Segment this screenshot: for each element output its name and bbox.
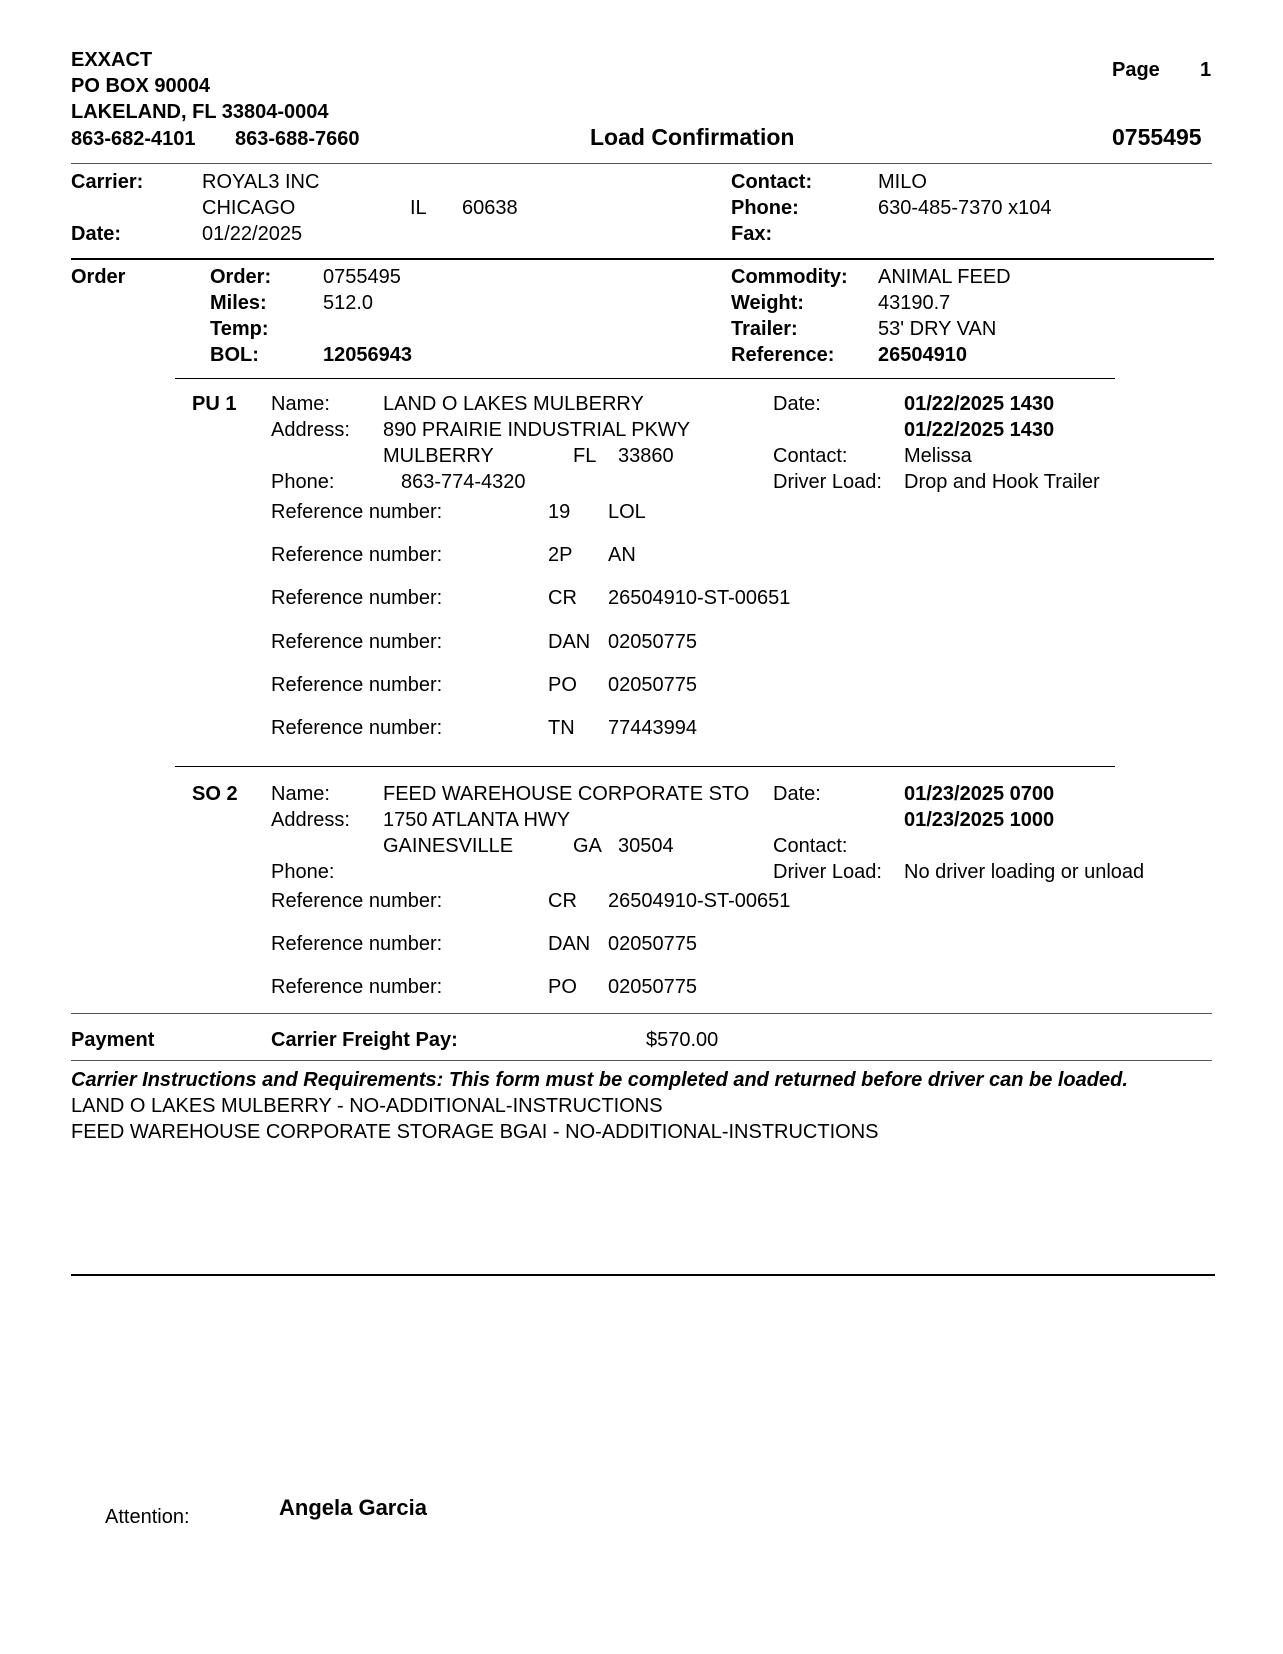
- stop-address-label: Address:: [271, 809, 350, 831]
- order-trailer: 53' DRY VAN: [878, 318, 997, 340]
- reference-value: AN: [608, 544, 636, 566]
- company-address-line1: PO BOX 90004: [71, 75, 210, 97]
- reference-value: 02050775: [608, 976, 697, 998]
- reference-code: TN: [548, 717, 575, 739]
- carrier-date: 01/22/2025: [202, 223, 303, 245]
- carrier-name: ROYAL3 INC: [202, 171, 320, 193]
- weight-label: Weight:: [731, 292, 804, 314]
- company-phone-2: 863-688-7660: [235, 128, 360, 150]
- reference-value: LOL: [608, 501, 646, 523]
- reference-value: 02050775: [608, 933, 697, 955]
- pu1-contact: Melissa: [904, 445, 972, 467]
- pu1-date-2: 01/22/2025 1430: [904, 419, 1055, 441]
- trailer-label: Trailer:: [731, 318, 798, 340]
- order-miles: 512.0: [323, 292, 374, 314]
- reference-value: 02050775: [608, 674, 697, 696]
- pu1-date-1: 01/22/2025 1430: [904, 393, 1055, 415]
- stop-contact-label: Contact:: [773, 445, 848, 467]
- page-number: 1: [1200, 59, 1212, 81]
- fax-label: Fax:: [731, 223, 773, 245]
- attention-name: Angela Garcia: [279, 1495, 427, 1520]
- so2-date-2: 01/23/2025 1000: [904, 809, 1055, 831]
- company-phone-1: 863-682-4101: [71, 128, 196, 150]
- order-number: 0755495: [323, 266, 401, 288]
- stop-address-label: Address:: [271, 419, 350, 441]
- pu1-city: MULBERRY: [383, 445, 494, 467]
- contact-label: Contact:: [731, 171, 813, 193]
- stops-divider: [71, 1013, 1212, 1014]
- carrier-divider: [71, 258, 1214, 260]
- stop-divider: [175, 766, 1115, 767]
- date-label: Date:: [71, 223, 122, 245]
- stop-phone-label: Phone:: [271, 471, 335, 493]
- carrier-city: CHICAGO: [202, 197, 296, 219]
- carrier-state: IL: [410, 197, 427, 219]
- reference-number-label: Reference number:: [271, 674, 443, 696]
- stop-tag-so2: SO 2: [192, 783, 238, 805]
- stop-tag-pu1: PU 1: [192, 393, 237, 415]
- reference-number-label: Reference number:: [271, 631, 443, 653]
- payment-divider: [71, 1060, 1212, 1061]
- order-section-label: Order: [71, 266, 126, 288]
- order-label: Order:: [210, 266, 272, 288]
- company-name: EXXACT: [71, 49, 153, 71]
- reference-number-label: Reference number:: [271, 976, 443, 998]
- document-number: 0755495: [1112, 124, 1202, 150]
- stop-date-label: Date:: [773, 393, 821, 415]
- pu1-zip: 33860: [618, 445, 674, 467]
- stop-driver-load-label: Driver Load:: [773, 861, 882, 883]
- carrier-label: Carrier:: [71, 171, 144, 193]
- reference-value: 02050775: [608, 631, 697, 653]
- attention-label: Attention:: [105, 1506, 190, 1528]
- reference-code: DAN: [548, 933, 591, 955]
- reference-value: 26504910-ST-00651: [608, 890, 791, 912]
- reference-number-label: Reference number:: [271, 544, 443, 566]
- order-divider: [175, 378, 1115, 379]
- pu1-driver-load: Drop and Hook Trailer: [904, 471, 1100, 493]
- so2-driver-load: No driver loading or unload: [904, 861, 1145, 883]
- stop-name-label: Name:: [271, 393, 330, 415]
- reference-code: PO: [548, 674, 577, 696]
- order-weight: 43190.7: [878, 292, 951, 314]
- instruction-line-1: LAND O LAKES MULBERRY - NO-ADDITIONAL-INSTRUCTIONS: [71, 1095, 663, 1117]
- carrier-freight-pay-amount: $570.00: [646, 1029, 719, 1051]
- stop-driver-load-label: Driver Load:: [773, 471, 882, 493]
- payment-label: Payment: [71, 1029, 155, 1051]
- reference-label: Reference:: [731, 344, 835, 366]
- carrier-freight-pay-label: Carrier Freight Pay:: [271, 1029, 458, 1051]
- reference-code: CR: [548, 587, 577, 609]
- carrier-contact: MILO: [878, 171, 927, 193]
- reference-number-label: Reference number:: [271, 933, 443, 955]
- document-title: Load Confirmation: [590, 124, 795, 150]
- reference-code: 2P: [548, 544, 573, 566]
- stop-name-label: Name:: [271, 783, 330, 805]
- stop-phone-label: Phone:: [271, 861, 335, 883]
- so2-address: 1750 ATLANTA HWY: [383, 809, 571, 831]
- miles-label: Miles:: [210, 292, 267, 314]
- reference-code: DAN: [548, 631, 591, 653]
- reference-value: 26504910-ST-00651: [608, 587, 791, 609]
- stop-date-label: Date:: [773, 783, 821, 805]
- so2-zip: 30504: [618, 835, 674, 857]
- so2-date-1: 01/23/2025 0700: [904, 783, 1055, 805]
- carrier-phone: 630-485-7370 x104: [878, 197, 1052, 219]
- temp-label: Temp:: [210, 318, 269, 340]
- so2-state: GA: [573, 835, 602, 857]
- pu1-name: LAND O LAKES MULBERRY: [383, 393, 644, 415]
- reference-code: CR: [548, 890, 577, 912]
- so2-name: FEED WAREHOUSE CORPORATE STO: [383, 783, 750, 805]
- reference-number-label: Reference number:: [271, 890, 443, 912]
- pu1-state: FL: [573, 445, 597, 467]
- reference-number-label: Reference number:: [271, 587, 443, 609]
- page-label: Page: [1112, 59, 1160, 81]
- order-commodity: ANIMAL FEED: [878, 266, 1011, 288]
- stop-contact-label: Contact:: [773, 835, 848, 857]
- reference-code: PO: [548, 976, 577, 998]
- reference-number-label: Reference number:: [271, 717, 443, 739]
- order-reference: 26504910: [878, 344, 967, 366]
- company-address-line2: LAKELAND, FL 33804-0004: [71, 101, 329, 123]
- reference-value: 77443994: [608, 717, 697, 739]
- carrier-zip: 60638: [462, 197, 518, 219]
- commodity-label: Commodity:: [731, 266, 848, 288]
- phone-label: Phone:: [731, 197, 799, 219]
- reference-code: 19: [548, 501, 571, 523]
- so2-city: GAINESVILLE: [383, 835, 514, 857]
- instruction-line-2: FEED WAREHOUSE CORPORATE STORAGE BGAI - NO-ADDITIONAL-INSTRUCTIONS: [71, 1121, 879, 1143]
- signature-line: [71, 1274, 1215, 1276]
- pu1-address: 890 PRAIRIE INDUSTRIAL PKWY: [383, 419, 691, 441]
- instructions-heading: Carrier Instructions and Requirements: This form must be completed and returned before driver can be loaded.: [71, 1069, 1128, 1091]
- order-bol: 12056943: [323, 344, 412, 366]
- bol-label: BOL:: [210, 344, 259, 366]
- pu1-phone: 863-774-4320: [401, 471, 526, 493]
- header-divider: [71, 163, 1212, 164]
- reference-number-label: Reference number:: [271, 501, 443, 523]
